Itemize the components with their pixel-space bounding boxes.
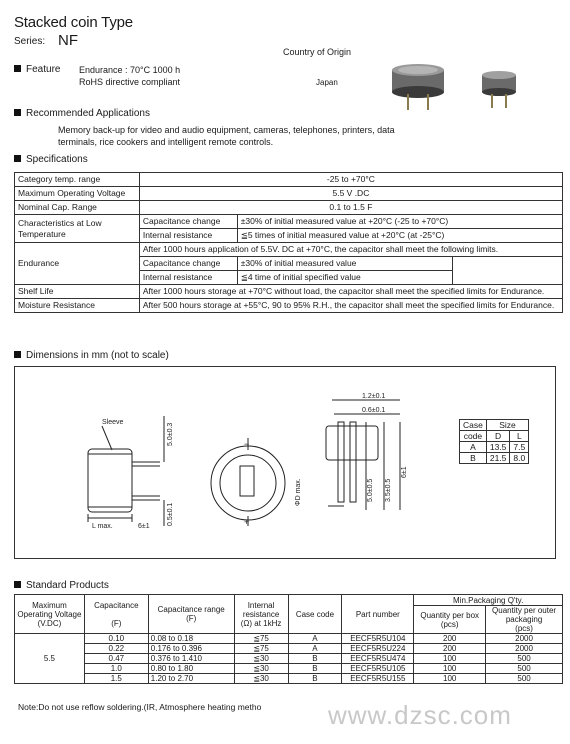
voltage-cell: 5.5 xyxy=(15,634,85,684)
res-cell: ≦75 xyxy=(234,644,288,654)
box-cell: 200 xyxy=(414,644,486,654)
res-cell: ≦30 xyxy=(234,674,288,684)
res-cell: ≦30 xyxy=(234,654,288,664)
size-head-size: Size xyxy=(486,420,528,431)
col-qty-box: Quantity per box (pcs) xyxy=(414,606,486,634)
watermark: www.dzsc.com xyxy=(328,700,512,730)
pitch-a-label: 5.0±0.5 xyxy=(367,478,374,502)
lead-spacing-label: 0.6±0.1 xyxy=(362,407,386,414)
feature-line-2: RoHS directive compliant xyxy=(79,77,181,87)
spec-value: ≦4 time of initial specified value xyxy=(237,271,453,285)
spec-value: 5.5 V .DC xyxy=(139,187,562,201)
res-cell: ≦75 xyxy=(234,634,288,644)
spec-value: -25 to +70°C xyxy=(139,173,562,187)
size-code: B xyxy=(460,453,487,464)
res-cell: ≦30 xyxy=(234,664,288,674)
range-cell: 0.08 to 0.18 xyxy=(148,634,234,644)
carton-cell: 2000 xyxy=(486,634,563,644)
range-cell: 0.176 to 0.396 xyxy=(148,644,234,654)
spec-value: After 1000 hours application of 5.5V. DC at +70°C, the capacitor shall meet the following limits. xyxy=(139,243,562,257)
table-row xyxy=(460,453,529,464)
country-of-origin-label: Country of Origin xyxy=(283,47,352,57)
col-qty-carton: Quantity per outer packaging (pcs) xyxy=(486,606,563,634)
table-row xyxy=(15,634,563,644)
table-row xyxy=(15,243,563,257)
table-row xyxy=(460,431,529,442)
capacitor-large-image xyxy=(392,64,444,110)
bullet-icon xyxy=(14,65,21,72)
range-cell: 1.20 to 2.70 xyxy=(148,674,234,684)
spec-sublabel: Internal resistance xyxy=(139,271,237,285)
size-head-d: D xyxy=(486,431,510,442)
diameter-label: ΦD max. xyxy=(295,478,302,506)
carton-cell: 2000 xyxy=(486,644,563,654)
table-row xyxy=(15,644,563,654)
top-height-label: 5.0±0.3 xyxy=(167,422,174,446)
cap-cell: 0.22 xyxy=(84,644,148,654)
size-head-code: code xyxy=(460,431,487,442)
bottom-height-label: 0.5±0.1 xyxy=(167,502,174,526)
cap-cell: 0.47 xyxy=(84,654,148,664)
cap-cell: 1.5 xyxy=(84,674,148,684)
case-cell: B xyxy=(288,674,342,684)
box-cell: 100 xyxy=(414,654,486,664)
table-row xyxy=(15,173,563,187)
carton-cell: 500 xyxy=(486,654,563,664)
bullet-icon xyxy=(14,155,21,162)
spec-label: Nominal Cap. Range xyxy=(15,201,140,215)
spec-label: Characteristics at Low Temperature xyxy=(15,215,140,243)
col-case-code: Case code xyxy=(288,595,342,634)
feature-line-1: Endurance : 70°C 1000 h xyxy=(79,65,181,75)
size-code: A xyxy=(460,442,487,453)
product-photo xyxy=(384,60,544,122)
spec-sublabel: Capacitance change xyxy=(139,257,237,271)
products-table xyxy=(14,594,563,684)
part-cell: EECF5R5U155 xyxy=(342,674,414,684)
bullet-icon xyxy=(14,351,21,358)
spec-value: ≦5 times of initial measured value at +20°C (at -25°C) xyxy=(237,229,562,243)
size-head-case: Case xyxy=(460,420,487,431)
case-cell: B xyxy=(288,654,342,664)
table-row xyxy=(15,201,563,215)
table-row xyxy=(460,420,529,431)
applications-heading: Recommended Applications xyxy=(14,108,150,119)
spec-value: ±30% of initial measured value at +20°C (-25 to +70°C) xyxy=(237,215,562,229)
case-cell: A xyxy=(288,644,342,654)
part-cell: EECF5R5U105 xyxy=(342,664,414,674)
capacitor-small-image xyxy=(482,71,516,108)
box-cell: 200 xyxy=(414,634,486,644)
part-cell: EECF5R5U474 xyxy=(342,654,414,664)
bullet-icon xyxy=(14,109,21,116)
case-cell: B xyxy=(288,664,342,674)
size-d: 21.5 xyxy=(486,453,510,464)
lmax-label: L max. xyxy=(92,523,113,530)
series-label: Series: xyxy=(14,36,46,47)
front-view-drawing xyxy=(211,438,285,526)
size-d: 13.5 xyxy=(486,442,510,453)
applications-text: Memory back-up for video and audio equipment, cameras, telephones, printers, data terminals, rice cookers and intelligent remote controls. xyxy=(58,125,395,147)
plus-sign: + xyxy=(244,517,250,527)
table-row xyxy=(460,442,529,453)
specifications-heading: Specifications xyxy=(14,154,88,165)
size-head-l: L xyxy=(510,431,529,442)
spec-value: After 1000 hours storage at +70°C without load, the capacitor shall meet the specified limits for Endurance. xyxy=(139,285,562,299)
spec-label: Category temp. range xyxy=(15,173,140,187)
feature-heading: Feature xyxy=(14,64,60,75)
lead-diameter-label: 1.2±0.1 xyxy=(362,393,386,400)
carton-cell: 500 xyxy=(486,674,563,684)
carton-cell: 500 xyxy=(486,664,563,674)
box-cell: 100 xyxy=(414,674,486,684)
spec-value: ±30% of initial measured value xyxy=(237,257,453,271)
table-row xyxy=(15,187,563,201)
table-row xyxy=(15,664,563,674)
sleeve-label: Sleeve xyxy=(102,419,124,426)
spec-value: 0.1 to 1.5 F xyxy=(139,201,562,215)
spec-sublabel: Capacitance change xyxy=(139,215,237,229)
side-view-drawing xyxy=(88,416,164,526)
spec-sublabel: Internal resistance xyxy=(139,229,237,243)
series-name: NF xyxy=(58,32,78,49)
range-cell: 0.376 to 1.410 xyxy=(148,654,234,664)
size-l: 7.5 xyxy=(510,442,529,453)
col-capacitance: Capacitance (F) xyxy=(84,595,148,634)
size-table xyxy=(459,419,529,464)
spec-label: Endurance xyxy=(15,243,140,285)
range-cell: 0.80 to 1.80 xyxy=(148,664,234,674)
part-cell: EECF5R5U104 xyxy=(342,634,414,644)
spec-value: After 500 hours storage at +55°C, 90 to 95% R.H., the capacitor shall meet the specified limits for Endurance. xyxy=(139,299,562,313)
spec-label: Moisture Resistance xyxy=(15,299,140,313)
soldering-note: Note:Do not use reflow soldering.(IR, Atmosphere heating metho xyxy=(18,702,262,712)
table-row xyxy=(15,299,563,313)
table-row xyxy=(15,285,563,299)
part-cell: EECF5R5U224 xyxy=(342,644,414,654)
spec-label: Shelf Life xyxy=(15,285,140,299)
col-min-pack: Min.Packaging Q'ty. xyxy=(414,595,563,606)
col-voltage: Maximum Operating Voltage (V.DC) xyxy=(15,595,85,634)
country-value: Japan xyxy=(316,78,338,87)
table-row xyxy=(15,215,563,229)
col-int-res: Internal resistance (Ω) at 1kHz xyxy=(234,595,288,634)
cap-cell: 0.10 xyxy=(84,634,148,644)
table-row xyxy=(15,654,563,664)
page-title: Stacked coin Type xyxy=(14,14,133,31)
minus-sign: − xyxy=(244,439,250,449)
spec-empty-cell xyxy=(453,257,563,285)
table-row xyxy=(15,595,563,606)
lead-height-label: 6±1 xyxy=(401,466,408,478)
bullet-icon xyxy=(14,581,21,588)
spec-label: Maximum Operating Voltage xyxy=(15,187,140,201)
cap-cell: 1.0 xyxy=(84,664,148,674)
col-cap-range: Capacitance range (F) xyxy=(148,595,234,634)
dimensions-heading: Dimensions in mm (not to scale) xyxy=(14,350,169,361)
pitch-b-label: 3.5±0.5 xyxy=(385,478,392,502)
table-row xyxy=(15,674,563,684)
specifications-table xyxy=(14,172,563,313)
col-part-number: Part number xyxy=(342,595,414,634)
box-cell: 100 xyxy=(414,664,486,674)
case-cell: A xyxy=(288,634,342,644)
size-l: 8.0 xyxy=(510,453,529,464)
products-heading: Standard Products xyxy=(14,580,109,591)
lead-length-label: 6±1 xyxy=(138,523,150,530)
